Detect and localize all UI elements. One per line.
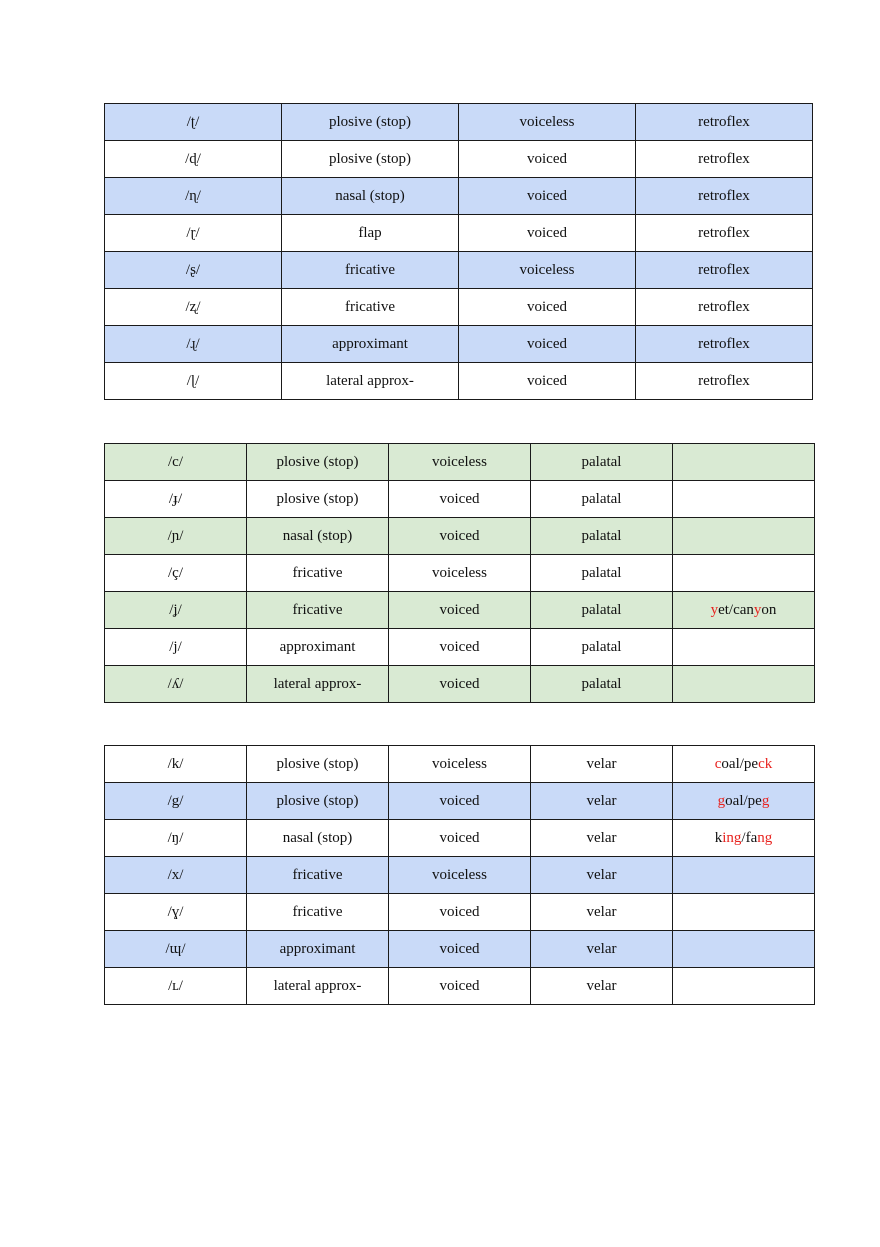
- example-cell: [673, 481, 815, 518]
- symbol-cell: /ŋ/: [105, 820, 247, 857]
- place-cell: velar: [531, 931, 673, 968]
- table-row: [105, 783, 815, 820]
- table-row: [105, 215, 813, 252]
- example-cell: [673, 968, 815, 1005]
- example-text: k: [714, 829, 723, 846]
- example-highlight: ck: [758, 755, 773, 772]
- example-cell: [673, 666, 815, 703]
- table-row: [105, 820, 815, 857]
- place-cell: palatal: [531, 481, 673, 518]
- example-cell: [673, 931, 815, 968]
- place-cell: velar: [531, 894, 673, 931]
- table-row: [105, 629, 815, 666]
- manner-cell: fricative: [247, 555, 389, 592]
- velar-table: [104, 745, 815, 1005]
- example-cell: [673, 894, 815, 931]
- manner-cell: nasal (stop): [247, 820, 389, 857]
- symbol-cell: /ɟ/: [105, 481, 247, 518]
- place-cell: velar: [531, 857, 673, 894]
- place-cell: retroflex: [636, 252, 813, 289]
- voicing-cell: voiced: [459, 289, 636, 326]
- voicing-cell: voiceless: [389, 857, 531, 894]
- manner-cell: approximant: [247, 629, 389, 666]
- example-cell: [673, 629, 815, 666]
- manner-cell: nasal (stop): [282, 178, 459, 215]
- symbol-cell: /ɽ/: [105, 215, 282, 252]
- place-cell: palatal: [531, 629, 673, 666]
- manner-cell: fricative: [282, 289, 459, 326]
- manner-cell: plosive (stop): [282, 141, 459, 178]
- symbol-cell: /ç/: [105, 555, 247, 592]
- manner-cell: plosive (stop): [247, 481, 389, 518]
- table-row: [105, 178, 813, 215]
- example-cell: [673, 783, 815, 820]
- symbol-cell: /ɭ/: [105, 363, 282, 400]
- place-cell: velar: [531, 968, 673, 1005]
- place-cell: retroflex: [636, 326, 813, 363]
- voicing-cell: voiceless: [459, 252, 636, 289]
- manner-cell: fricative: [282, 252, 459, 289]
- symbol-cell: /ɰ/: [105, 931, 247, 968]
- palatal-table: [104, 443, 815, 703]
- example-cell: [673, 857, 815, 894]
- place-cell: retroflex: [636, 215, 813, 252]
- place-cell: retroflex: [636, 141, 813, 178]
- voicing-cell: voiced: [459, 141, 636, 178]
- table-row: [105, 518, 815, 555]
- symbol-cell: /ɣ/: [105, 894, 247, 931]
- place-cell: palatal: [531, 518, 673, 555]
- manner-cell: fricative: [247, 592, 389, 629]
- example-text: /fa: [741, 829, 758, 846]
- table-row: [105, 592, 815, 629]
- voicing-cell: voiced: [389, 518, 531, 555]
- table-row: [105, 746, 815, 783]
- place-cell: retroflex: [636, 104, 813, 141]
- symbol-cell: /ʟ/: [105, 968, 247, 1005]
- manner-cell: lateral approx-: [247, 666, 389, 703]
- manner-cell: lateral approx-: [282, 363, 459, 400]
- place-cell: palatal: [531, 555, 673, 592]
- table-row: [105, 104, 813, 141]
- place-cell: palatal: [531, 592, 673, 629]
- manner-cell: fricative: [247, 857, 389, 894]
- voicing-cell: voiced: [459, 326, 636, 363]
- symbol-cell: /x/: [105, 857, 247, 894]
- table-row: [105, 252, 813, 289]
- symbol-cell: /ʝ/: [105, 592, 247, 629]
- example-highlight: g: [761, 792, 770, 809]
- example-text: et/can: [718, 601, 754, 618]
- example-text: oal/pe: [721, 755, 759, 772]
- example-cell: [673, 518, 815, 555]
- place-cell: retroflex: [636, 363, 813, 400]
- place-cell: velar: [531, 783, 673, 820]
- voicing-cell: voiceless: [389, 746, 531, 783]
- table-row: [105, 555, 815, 592]
- symbol-cell: /ɻ/: [105, 326, 282, 363]
- table-row: [105, 363, 813, 400]
- symbol-cell: /ɳ/: [105, 178, 282, 215]
- symbol-cell: /k/: [105, 746, 247, 783]
- table-row: [105, 141, 813, 178]
- example-highlight: y: [753, 601, 762, 618]
- table-row: [105, 444, 815, 481]
- table-row: [105, 326, 813, 363]
- voicing-cell: voiced: [459, 363, 636, 400]
- place-cell: palatal: [531, 666, 673, 703]
- voicing-cell: voiced: [389, 894, 531, 931]
- example-highlight: g: [717, 792, 726, 809]
- symbol-cell: /ʐ/: [105, 289, 282, 326]
- table-row: [105, 289, 813, 326]
- manner-cell: fricative: [247, 894, 389, 931]
- symbol-cell: /j/: [105, 629, 247, 666]
- voicing-cell: voiceless: [389, 555, 531, 592]
- symbol-cell: /g/: [105, 783, 247, 820]
- manner-cell: approximant: [247, 931, 389, 968]
- manner-cell: lateral approx-: [247, 968, 389, 1005]
- example-highlight: ing: [722, 829, 742, 846]
- retroflex-table: [104, 103, 813, 400]
- table-row: [105, 968, 815, 1005]
- voicing-cell: voiced: [389, 629, 531, 666]
- manner-cell: plosive (stop): [247, 444, 389, 481]
- symbol-cell: /ʂ/: [105, 252, 282, 289]
- example-highlight: ng: [757, 829, 773, 846]
- example-highlight: y: [710, 601, 719, 618]
- manner-cell: approximant: [282, 326, 459, 363]
- voicing-cell: voiceless: [459, 104, 636, 141]
- example-cell: [673, 820, 815, 857]
- voicing-cell: voiced: [389, 783, 531, 820]
- example-cell: [673, 592, 815, 629]
- table-row: [105, 894, 815, 931]
- table-row: [105, 666, 815, 703]
- place-cell: velar: [531, 820, 673, 857]
- voicing-cell: voiced: [389, 666, 531, 703]
- manner-cell: nasal (stop): [247, 518, 389, 555]
- place-cell: palatal: [531, 444, 673, 481]
- voicing-cell: voiced: [389, 481, 531, 518]
- voicing-cell: voiced: [459, 178, 636, 215]
- symbol-cell: /ʈ/: [105, 104, 282, 141]
- symbol-cell: /c/: [105, 444, 247, 481]
- manner-cell: plosive (stop): [282, 104, 459, 141]
- table-row: [105, 481, 815, 518]
- example-cell: [673, 746, 815, 783]
- example-cell: [673, 555, 815, 592]
- table-row: [105, 931, 815, 968]
- symbol-cell: /ɲ/: [105, 518, 247, 555]
- voicing-cell: voiced: [389, 592, 531, 629]
- voicing-cell: voiced: [459, 215, 636, 252]
- place-cell: retroflex: [636, 289, 813, 326]
- manner-cell: plosive (stop): [247, 783, 389, 820]
- table-row: [105, 857, 815, 894]
- place-cell: retroflex: [636, 178, 813, 215]
- manner-cell: flap: [282, 215, 459, 252]
- voicing-cell: voiceless: [389, 444, 531, 481]
- place-cell: velar: [531, 746, 673, 783]
- symbol-cell: /ʎ/: [105, 666, 247, 703]
- example-text: on: [761, 601, 777, 618]
- voicing-cell: voiced: [389, 931, 531, 968]
- voicing-cell: voiced: [389, 968, 531, 1005]
- voicing-cell: voiced: [389, 820, 531, 857]
- example-highlight: c: [714, 755, 722, 772]
- example-text: oal/pe: [725, 792, 762, 809]
- example-cell: [673, 444, 815, 481]
- symbol-cell: /ɖ/: [105, 141, 282, 178]
- manner-cell: plosive (stop): [247, 746, 389, 783]
